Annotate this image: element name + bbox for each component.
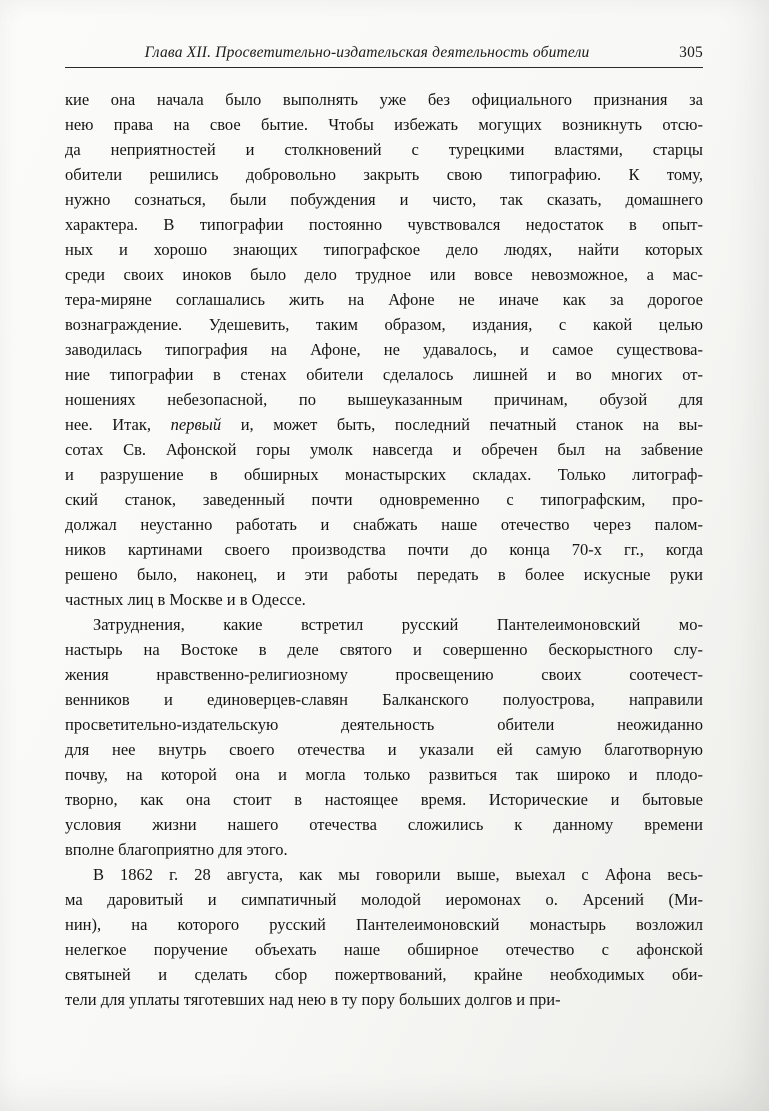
text-line: святыней и сделать сбор пожертвований, крайне необходимых оби-: [65, 965, 703, 984]
text-line: ский станок, заведенный почти одновременно с типографским, про-: [65, 490, 703, 509]
text-line: обители решились добровольно закрыть свою типографию. К тому,: [65, 165, 703, 184]
text-line: заводилась типография на Афоне, не удавалось, и самое существова-: [65, 340, 703, 359]
text-line: среди своих иноков было дело трудное или вовсе невозможное, а мас-: [65, 265, 703, 284]
chapter-title: Глава XII. Просветительно-издательская деятельность обители: [144, 44, 590, 61]
text-line: кие она начала было выполнять уже без официального признания за: [65, 90, 703, 109]
text-line: ных и хорошо знающих типографское дело людях, найти которых: [65, 240, 703, 259]
text-line: решено было, наконец, и эти работы передать в более искусные руки: [65, 565, 703, 584]
text-line: почву, на которой она и могла только развиться так широко и плодо-: [65, 765, 703, 784]
page-content: [65, 0, 703, 1012]
text-line: характера. В типографии постоянно чувствовался недостаток в опыт-: [65, 215, 703, 234]
header-rule: [65, 67, 703, 68]
paragraph: [65, 87, 703, 612]
text-line: вполне благоприятно для этого.: [65, 840, 288, 859]
text-line: вознаграждение. Удешевить, таким образом, издания, с какой целью: [65, 315, 703, 334]
text-line: условия жизни нашего отечества сложились к данному времени: [65, 815, 703, 834]
page-body: [65, 87, 703, 1012]
text-line: венников и единоверцев-славян Балканского полуострова, направили: [65, 690, 703, 709]
paragraph: [65, 862, 703, 1012]
page-number: 305: [679, 44, 703, 61]
text-segment: нее. Итак,: [65, 415, 171, 434]
text-line: и разрушение в обширных монастырских складах. Только литограф-: [65, 465, 703, 484]
text-line: нею права на свое бытие. Чтобы избежать могущих возникнуть отсю-: [65, 115, 703, 134]
text-line: нелегкое поручение объехать наше обширное отечество с афонской: [65, 940, 703, 959]
text-line: жения нравственно-религиозному просвещению своих соотечест-: [65, 665, 703, 684]
text-line: да неприятностей и столкновений с турецкими властями, старцы: [65, 140, 703, 159]
text-line: В 1862 г. 28 августа, как мы говорили выше, выехал с Афона весь-: [93, 865, 703, 884]
text-line: должал неустанно работать и снабжать наше отечество через палом-: [65, 515, 703, 534]
text-line: просветительно-издательскую деятельность обители неожиданно: [65, 715, 703, 734]
text-line: ние типографии в стенах обители сделалось лишней и во многих от-: [65, 365, 703, 384]
paragraph: [65, 612, 703, 862]
running-header: [65, 0, 703, 62]
text-line: Затруднения, какие встретил русский Пантелеимоновский мо-: [93, 615, 703, 634]
text-line: настырь на Востоке в деле святого и совершенно бескорыстного слу-: [65, 640, 703, 659]
emphasized-text: первый: [170, 415, 222, 434]
text-line: нужно сознаться, были побуждения и чисто, так сказать, домашнего: [65, 190, 703, 209]
text-line: тели для уплаты тяготевших над нею в ту пору больших долгов и при-: [65, 990, 561, 1009]
text-line: нин), на которого русский Пантелеимоновский монастырь возложил: [65, 915, 703, 934]
text-line: для нее внутрь своего отечества и указали ей самую благотворную: [65, 740, 703, 759]
text-line: ношениях небезопасной, по вышеуказанным причинам, обузой для: [65, 390, 703, 409]
text-line: ников картинами своего производства почти до конца 70-х гг., когда: [65, 540, 703, 559]
text-line: [65, 412, 703, 437]
text-line: тера-миряне соглашались жить на Афоне не иначе как за дорогое: [65, 290, 703, 309]
text-line: частных лиц в Москве и в Одессе.: [65, 590, 306, 609]
text-line: ма даровитый и симпатичный молодой иеромонах о. Арсений (Ми-: [65, 890, 703, 909]
text-line: сотах Св. Афонской горы умолк навсегда и обречен был на забвение: [65, 440, 703, 459]
text-segment: и, может быть, последний печатный станок на вы-: [221, 415, 703, 434]
text-line: творно, как она стоит в настоящее время. Исторические и бытовые: [65, 790, 703, 809]
